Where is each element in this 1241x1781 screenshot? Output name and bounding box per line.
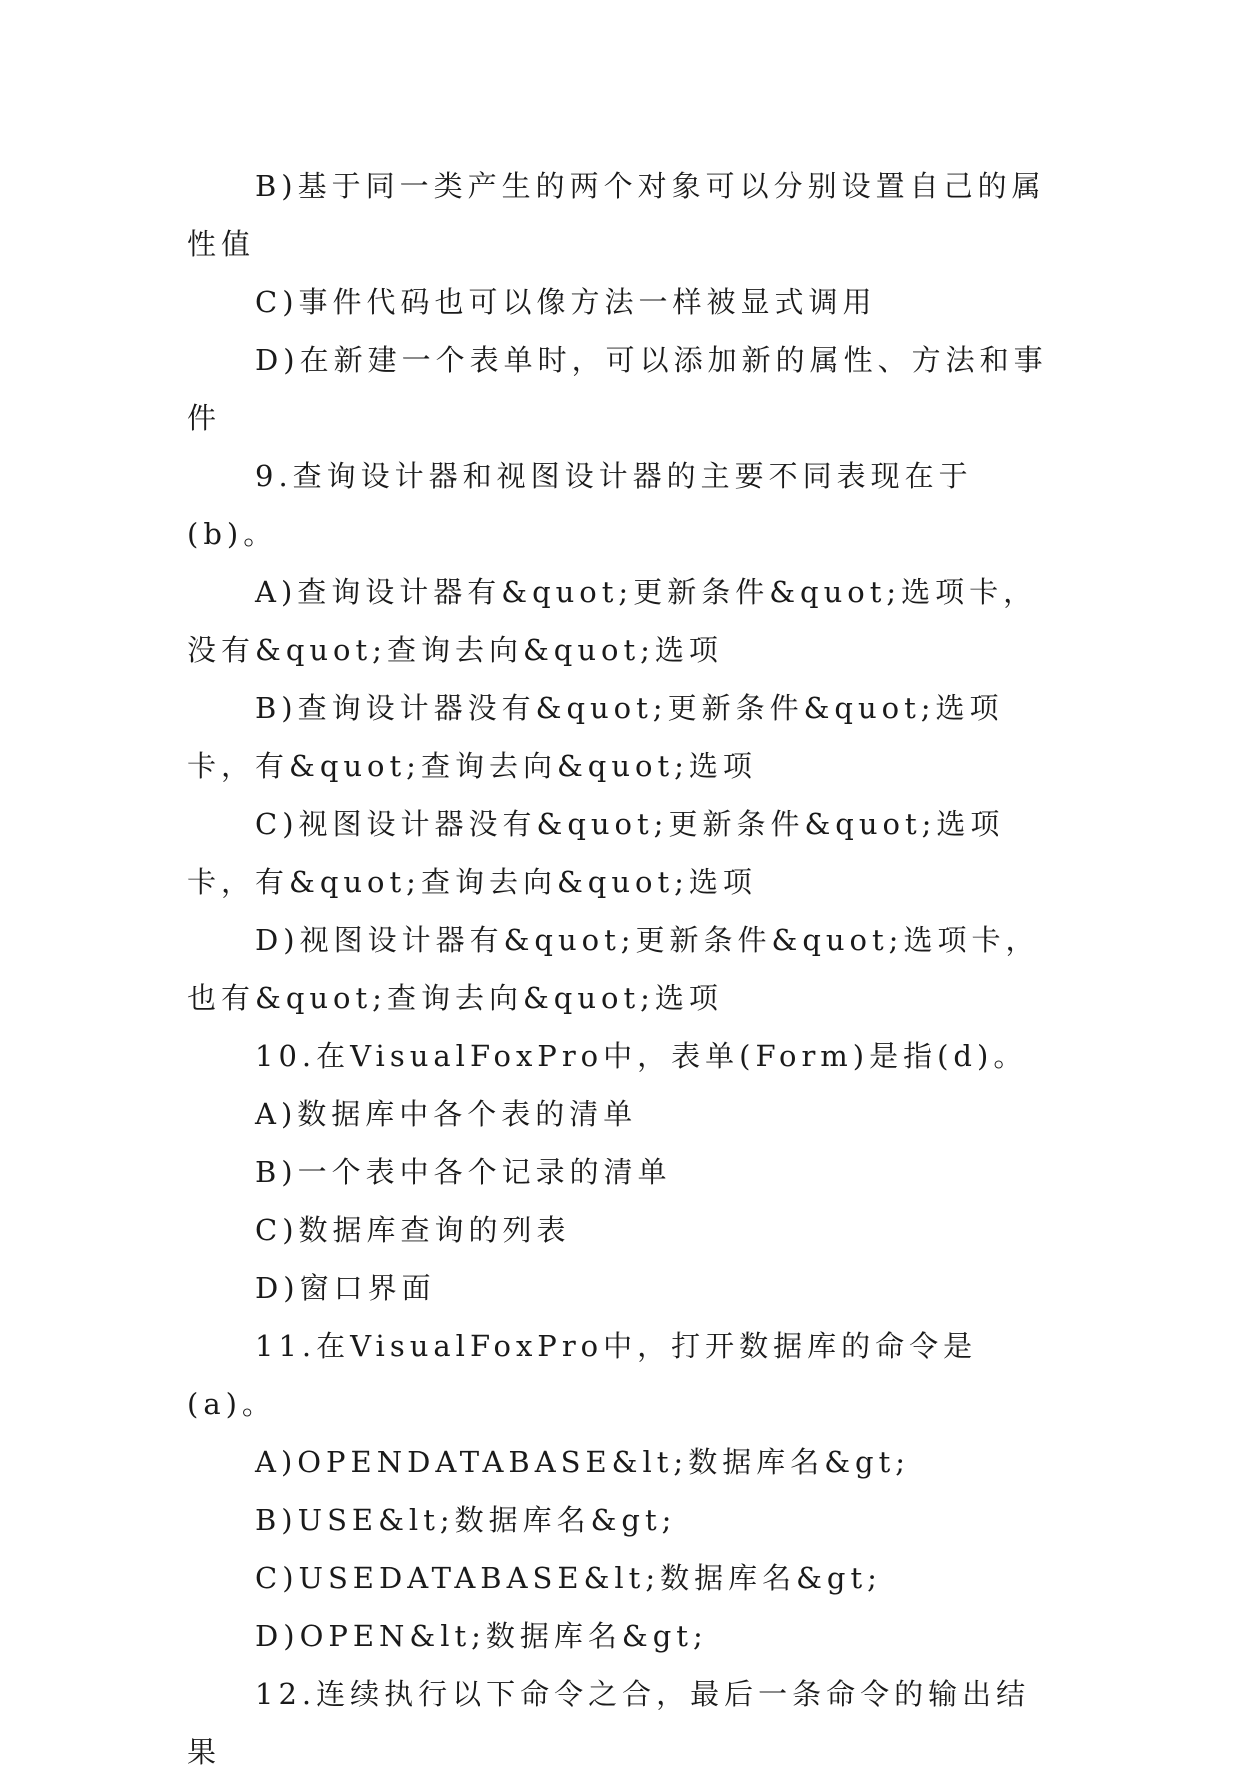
paragraph: D)视图设计器有&quot;更新条件&quot;选项卡，也有&quot;查询去向&quot;选项 (187, 923, 1040, 1015)
paragraph: A)查询设计器有&quot;更新条件&quot;选项卡，没有&quot;查询去向&quot;选项 (187, 575, 1038, 667)
paragraph: A)数据库中各个表的清单 (255, 1097, 638, 1131)
paragraph: B)一个表中各个记录的清单 (255, 1155, 672, 1189)
question-9: 9.查询设计器和视图设计器的主要不同表现在于(b)。 (187, 459, 973, 551)
paragraph: C)视图设计器没有&quot;更新条件&quot;选项卡，有&quot;查询去向&quot;选项 (187, 807, 1005, 899)
question-10: 10.在VisualFoxPro中，表单(Form)是指(d)。 (255, 1039, 1028, 1073)
paragraph: B)查询设计器没有&quot;更新条件&quot;选项卡，有&quot;查询去向&quot;选项 (187, 691, 1004, 783)
paragraph: C)事件代码也可以像方法一样被显式调用 (255, 285, 877, 319)
paragraph: B)基于同一类产生的两个对象可以分别设置自己的属性值 (187, 169, 1046, 261)
paragraph: D)窗口界面 (255, 1271, 436, 1305)
question-12: 12.连续执行以下命令之合，最后一条命令的输出结果 (187, 1677, 1031, 1769)
paragraph: D)OPEN&lt;数据库名&gt; (255, 1619, 708, 1653)
question-11: 11.在VisualFoxPro中，打开数据库的命令是(a)。 (187, 1329, 978, 1421)
paragraph: B)USE&lt;数据库名&gt; (255, 1503, 677, 1537)
document-body (187, 157, 1055, 1781)
paragraph: D)在新建一个表单时，可以添加新的属性、方法和事件 (187, 343, 1048, 435)
paragraph: A)OPENDATABASE&lt;数据库名&gt; (255, 1445, 911, 1479)
paragraph: C)USEDATABASE&lt;数据库名&gt; (255, 1561, 882, 1595)
paragraph: C)数据库查询的列表 (255, 1213, 571, 1247)
